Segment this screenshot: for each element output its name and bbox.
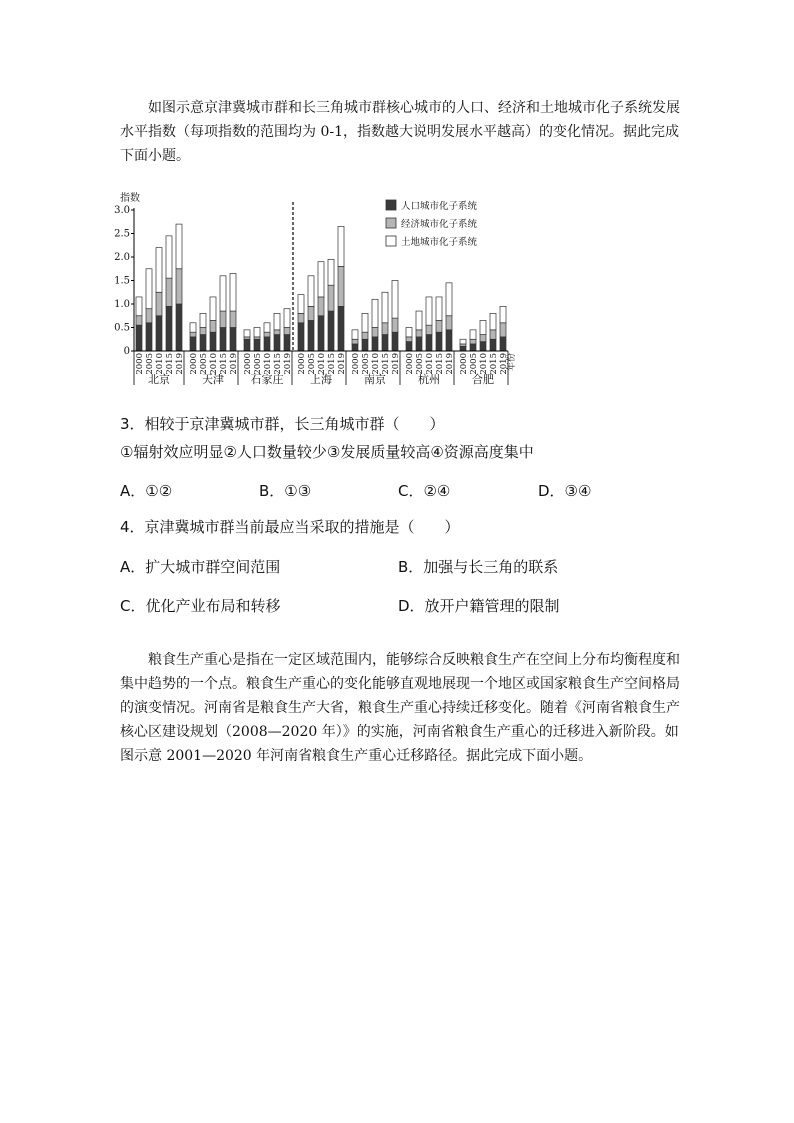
bar-segment [264,337,270,351]
bar-segment [264,323,270,332]
y-axis [114,205,134,357]
bar-segment [230,311,236,327]
year-tick-label: 2010 [479,353,489,375]
bar-segment [264,332,270,337]
bar-segment [328,285,334,311]
year-tick-label: 2015 [489,353,499,375]
year-tick-label: 2005 [361,353,371,375]
year-tick-label: 2015 [381,353,391,375]
bar-segment [392,281,398,319]
bar-segment [436,320,442,332]
q3-option-b[interactable]: B．①③ [259,482,312,500]
bar-segment [500,323,506,337]
bar-segment [490,313,496,329]
bar-segment [210,297,216,321]
bar-segment [200,328,206,335]
bar-segment [200,335,206,351]
bar-segment [490,330,496,339]
legend-swatch [386,200,396,210]
bar-segment [372,299,378,327]
bar-segment [406,337,412,342]
bar-segment [166,306,172,351]
bar-segment [308,276,314,307]
bar-segment [220,328,226,352]
year-tick-label: 2015 [273,353,283,375]
bar-segment [480,342,486,351]
year-tick-label: 2000 [405,353,415,375]
bar-segment [338,306,344,351]
bar-segment [416,330,422,337]
bar-segment [382,323,388,335]
bar-segment [220,276,226,311]
bar-segment [230,328,236,352]
city-label: 石家庄 [250,373,284,386]
year-tick-label: 2005 [253,353,263,375]
bar-segment [298,323,304,351]
bar-segment [328,259,334,285]
y-tick-label: 1.5 [114,275,130,287]
city-label: 天津 [202,373,224,386]
y-tick-label: 3.0 [114,205,130,216]
legend-label: 土地城市化子系统 [401,237,478,248]
q4-option-c[interactable]: C．优化产业布局和转移 [120,597,281,615]
bar-segment [338,226,344,266]
bar-segment [490,339,496,351]
year-tick-label: 2010 [209,353,219,375]
bar-segment [500,337,506,351]
bar-segment [460,344,466,346]
bar-segment [372,328,378,337]
bar-segment [362,339,368,351]
bar-segment [480,335,486,342]
year-tick-label: 2005 [307,353,317,375]
bar-segment [416,311,422,330]
bar-segment [426,335,432,351]
bar-segment [446,283,452,316]
bar-segment [500,306,506,322]
bar-segment [156,248,162,293]
q3-option-d[interactable]: D．③④ [538,482,592,500]
year-tick-label: 2015 [165,353,175,375]
year-tick-label: 2019 [175,353,185,375]
q4-option-b[interactable]: B．加强与长三角的联系 [398,558,559,576]
bar-segment [372,337,378,351]
year-tick-label: 2010 [371,353,381,375]
bar-segment [220,311,226,327]
question-3-items: ①辐射效应明显②人口数量较少③发展质量较高④资源高度集中 [120,443,534,461]
urbanization-index-chart [114,192,517,392]
bar-segment [136,325,142,351]
bar-segment [318,297,324,316]
bar-segment [460,346,466,351]
bar-segment [176,269,182,304]
year-tick-label: 2000 [459,353,469,375]
legend-swatch [386,218,396,228]
bar-segment [190,323,196,332]
year-tick-label: 2000 [135,353,145,375]
bar-segment [446,316,452,330]
legend-label: 人口城市化子系统 [401,201,478,212]
bar-segment [352,344,358,351]
bar-segment [190,337,196,351]
year-tick-label: 2010 [425,353,435,375]
bar-segment [136,297,142,316]
question-3-stem: 3．相较于京津冀城市群，长三角城市群（ ） [120,415,445,433]
bar-segment [190,332,196,337]
year-tick-label: 2015 [435,353,445,375]
bar-segment [146,323,152,351]
bar-segment [244,339,250,351]
legend [386,200,478,248]
q3-option-a[interactable]: A．①② [120,482,173,500]
year-tick-label: 2019 [229,353,239,375]
bar-segment [406,328,412,337]
bar-segment [416,337,422,351]
bar-segment [362,332,368,339]
y-axis-label: 指数 [120,193,140,204]
bar-segment [446,330,452,351]
bar-segment [274,313,280,329]
year-tick-label: 2010 [317,353,327,375]
bar-segment [308,320,314,351]
x-axis-label: 年份 [507,353,517,372]
year-tick-label: 2005 [415,353,425,375]
q4-option-a[interactable]: A．扩大城市群空间范围 [120,558,281,576]
year-tick-label: 2000 [189,353,199,375]
bar-segment [176,224,182,269]
year-tick-label: 2015 [219,353,229,375]
bar-segment [284,309,290,328]
year-tick-label: 2019 [337,353,347,375]
bar-segment [406,342,412,351]
question-4-stem: 4．京津冀城市群当前最应当采取的措施是（ ） [120,518,460,536]
bar-segment [254,337,260,339]
bar-segment [136,316,142,325]
legend-swatch [386,236,396,246]
intro-paragraph-1: 如图示意京津冀城市群和长三角城市群核心城市的人口、经济和土地城市化子系统发展水平指数（每项指数的范围均为 0-1，指数越大说明发展水平越高）的变化情况。据此完成下面小题。 [120,100,680,164]
legend-label: 经济城市化子系统 [401,219,478,230]
bar-segment [166,278,172,306]
bar-segment [254,328,260,337]
bar-segment [274,330,280,335]
bar-segment [426,297,432,325]
bar-segment [284,328,290,335]
bar-segment [392,332,398,351]
city-label: 合肥 [472,373,494,386]
bar-segment [176,304,182,351]
bar-segment [156,316,162,351]
bar-segment [298,313,304,322]
bar-segment [338,266,344,306]
bar-segment [426,325,432,334]
bar-segment [470,339,476,344]
bar-segment [230,273,236,311]
year-tick-label: 2000 [351,353,361,375]
year-tick-label: 2005 [469,353,479,375]
bar-segment [146,269,152,309]
bar-segment [156,292,162,316]
bar-segment [274,335,280,351]
bar-segment [284,335,290,351]
bar-segment [382,292,388,323]
y-tick-label: 1.0 [114,299,130,310]
bar-segment [308,306,314,320]
bar-segment [318,316,324,351]
year-tick-label: 2010 [263,353,273,375]
year-tick-label: 2019 [499,353,509,375]
q3-option-c[interactable]: C．②④ [398,482,451,500]
bar-segment [392,318,398,332]
year-tick-label: 2019 [283,353,293,375]
year-tick-label: 2005 [145,353,155,375]
bar-segment [298,295,304,314]
intro-paragraph-2: 粮食生产重心是指在一定区域范围内，能够综合反映粮食生产在空间上分布均衡程度和集中趋势的一个点。粮食生产重心的变化能够直观地展现一个地区或国家粮食生产空间格局的演变情况。河南省是粮食生产大省，粮食生产重心持续迁移变化。随着《河南省粮食生产核心区建设规划（2008—2020 年）》的实施，河南省粮食生产重心的迁移进入新阶段。如图示意 2001—2020 年河南省粮食生产重心迁移路径。据此完成下面小题。 [120,652,680,764]
year-tick-label: 2019 [391,353,401,375]
city-label: 北京 [148,373,170,386]
q4-option-d[interactable]: D．放开户籍管理的限制 [398,597,560,615]
bar-segment [244,330,250,337]
bar-segment [382,335,388,351]
y-tick-label: 2.5 [114,228,130,240]
bar-segment [362,313,368,332]
city-label: 南京 [364,373,386,386]
year-tick-label: 2019 [445,353,455,375]
y-tick-label: 2.0 [114,252,130,263]
bar-segment [436,332,442,351]
bar-segment [352,339,358,344]
bar-segment [470,330,476,339]
bar-segment [244,337,250,339]
bar-segment [436,297,442,321]
year-tick-label: 2010 [155,353,165,375]
year-tick-label: 2005 [199,353,209,375]
bar-segment [318,262,324,297]
y-tick-label: 0 [123,346,130,357]
bar-segment [328,311,334,351]
bar-segment [200,313,206,327]
bar-segment [166,236,172,278]
bar-segment [210,320,216,332]
bar-segment [480,320,486,334]
bar-segment [470,344,476,351]
city-label: 杭州 [418,373,440,386]
city-label: 上海 [310,373,332,386]
bar-segment [210,332,216,351]
year-tick-label: 2000 [243,353,253,375]
year-tick-label: 2000 [297,353,307,375]
y-tick-label: 0.5 [114,322,130,334]
bar-segment [352,330,358,339]
bar-segment [146,309,152,323]
bar-segment [254,339,260,351]
year-tick-label: 2015 [327,353,337,375]
bar-segment [460,339,466,344]
